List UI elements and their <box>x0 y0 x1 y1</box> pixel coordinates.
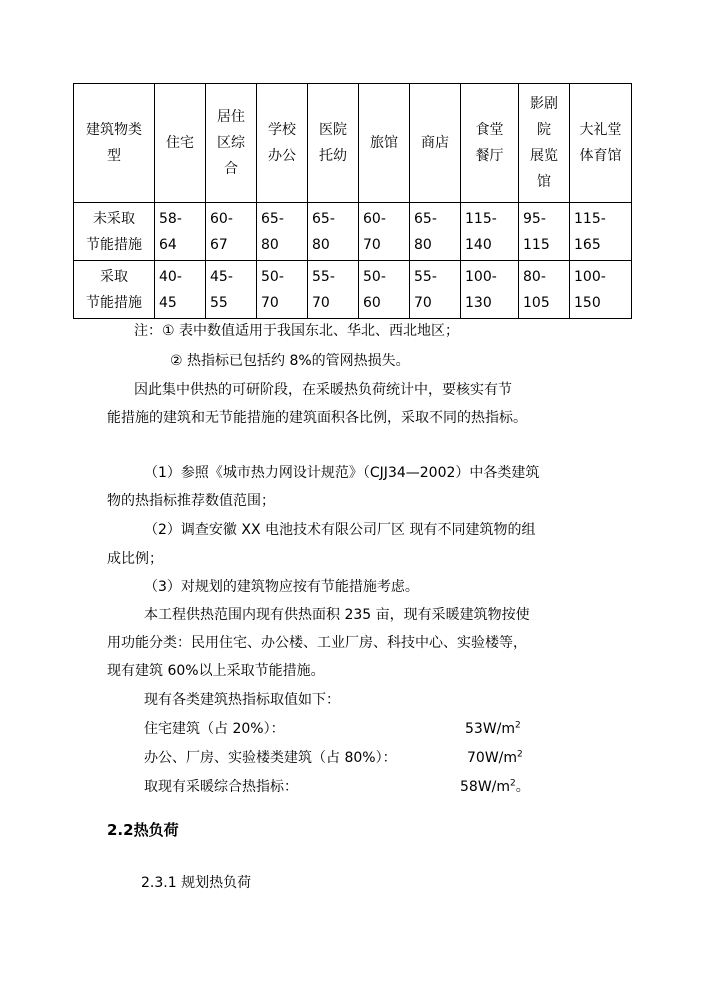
table-cell: 65- 80 <box>257 203 308 261</box>
table-header-row <box>74 84 632 203</box>
subsection-heading: 2.3.1 规划热负荷 <box>141 875 252 891</box>
paragraph-line: 本工程供热范围内现有供热面积 235 亩，现有采暖建筑物按使 <box>144 607 530 623</box>
table-cell: 40- 45 <box>155 261 206 319</box>
residential-label: 住宅建筑（占 20%）： <box>144 721 285 737</box>
office-label: 办公、厂房、实验楼类建筑（占 80%）： <box>144 750 397 766</box>
table-row-no-saving <box>74 203 632 261</box>
header-cell: 旅馆 <box>359 84 410 203</box>
combined-label: 取现有采暖综合热指标： <box>144 779 298 795</box>
office-value: $70W/m^2$ <box>467 749 523 766</box>
table-cell: 55- 70 <box>308 261 359 319</box>
list-item-1-cont: 物的热指标推荐数值范围； <box>107 493 275 509</box>
heat-index-table <box>73 83 632 319</box>
list-item-2: （2）调查安徽 XX 电池技术有限公司厂区 现有不同建筑物的组 <box>144 522 536 538</box>
table-cell: 80- 105 <box>519 261 570 319</box>
table-cell: 115- 140 <box>461 203 519 261</box>
header-cell: 影剧 院 展览 馆 <box>519 84 570 203</box>
table-cell: 65- 80 <box>410 203 461 261</box>
paragraph-line: 因此集中供热的可研阶段，在采暖热负荷统计中，要核实有节 <box>134 382 512 398</box>
indices-intro: 现有各类建筑热指标取值如下： <box>144 692 340 708</box>
header-cell: 学校 办公 <box>257 84 308 203</box>
paragraph-line: 能措施的建筑和无节能措施的建筑面积各比例，采取不同的热指标。 <box>107 410 527 426</box>
residential-value: $53W/m^2$ <box>465 720 521 737</box>
table-cell: 95- 115 <box>519 203 570 261</box>
table-row-saving <box>74 261 632 319</box>
header-cell: 食堂 餐厅 <box>461 84 519 203</box>
header-cell: 商店 <box>410 84 461 203</box>
header-cell: 大礼堂 体育馆 <box>570 84 632 203</box>
list-item-1: （1）参照《城市热力网设计规范》（CJJ34—2002）中各类建筑 <box>144 465 540 481</box>
row-label: 采取 节能措施 <box>74 261 155 319</box>
header-cell: 住宅 <box>155 84 206 203</box>
section-heading: 2.2热负荷 <box>107 821 179 839</box>
table-cell: 50- 70 <box>257 261 308 319</box>
header-cell: 建筑物类 型 <box>74 84 155 203</box>
table-cell: 45- 55 <box>206 261 257 319</box>
list-item-3: （3）对规划的建筑物应按有节能措施考虑。 <box>144 579 419 595</box>
table-note-2: ② 热指标已包括约 8%的管网热损失。 <box>170 353 410 369</box>
table-cell: 115- 165 <box>570 203 632 261</box>
row-label: 未采取 节能措施 <box>74 203 155 261</box>
table-cell: 100- 150 <box>570 261 632 319</box>
table-cell: 65- 80 <box>308 203 359 261</box>
paragraph-line: 现有建筑 60%以上采取节能措施。 <box>107 663 325 679</box>
table-cell: 50- 60 <box>359 261 410 319</box>
table-cell: 58- 64 <box>155 203 206 261</box>
table-note-1: 注：① 表中数值适用于我国东北、华北、西北地区； <box>134 323 459 339</box>
combined-value: $58W/m^2$。 <box>460 778 530 795</box>
table-cell: 60- 70 <box>359 203 410 261</box>
paragraph-line: 用功能分类：民用住宅、办公楼、工业厂房、科技中心、实验楼等， <box>107 635 527 651</box>
table-cell: 55- 70 <box>410 261 461 319</box>
table-cell: 100- 130 <box>461 261 519 319</box>
list-item-2-cont: 成比例； <box>107 551 163 567</box>
table-cell: 60- 67 <box>206 203 257 261</box>
header-cell: 居住 区综 合 <box>206 84 257 203</box>
header-cell: 医院 托幼 <box>308 84 359 203</box>
